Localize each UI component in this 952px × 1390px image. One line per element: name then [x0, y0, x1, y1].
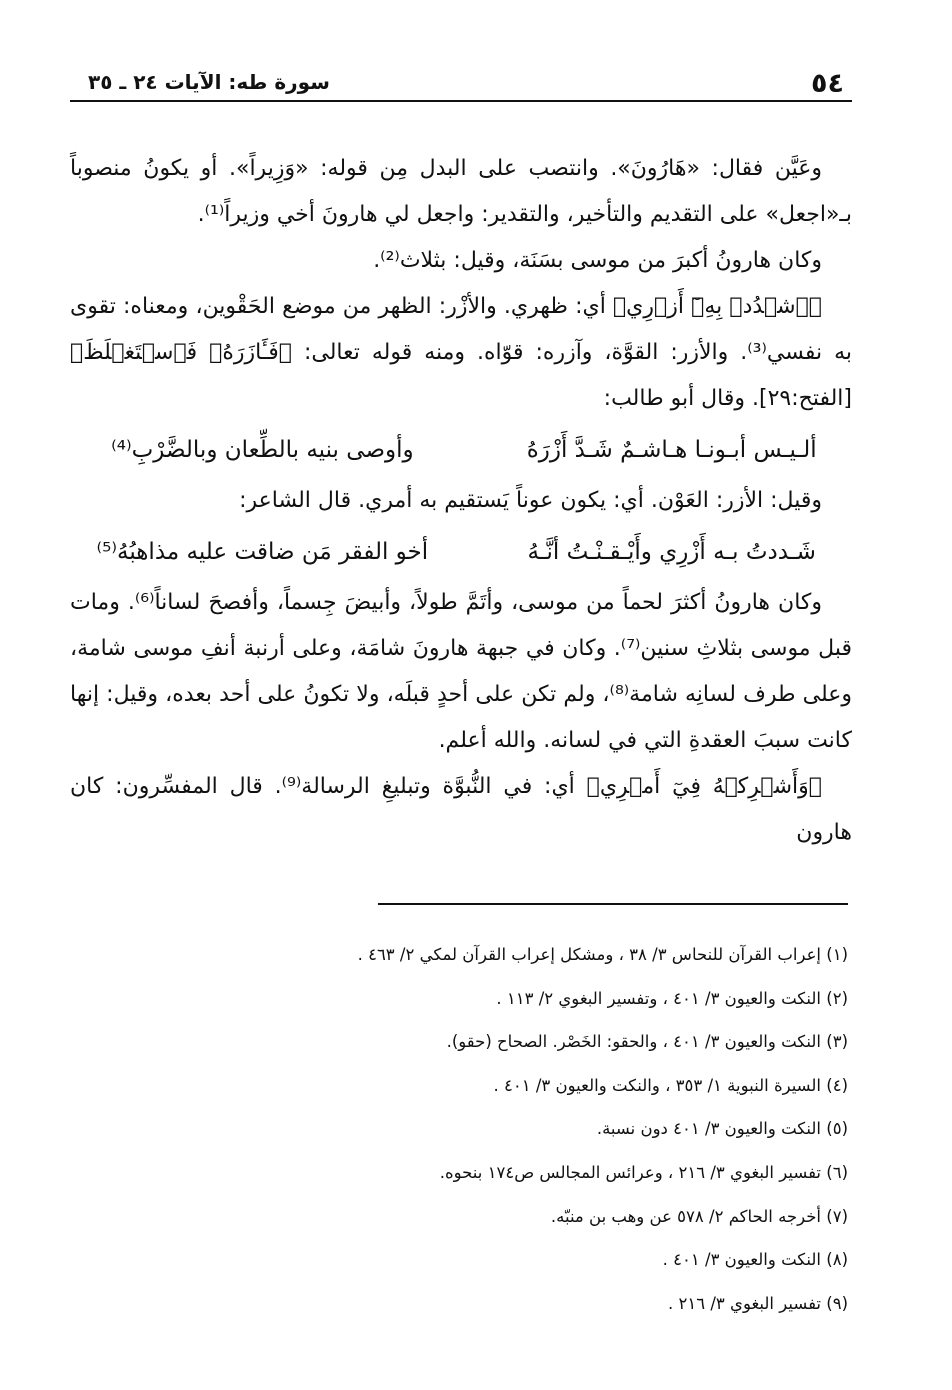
main-text [70, 146, 852, 856]
paragraph: وقيل: الأزر: العَوْن. أي: يكون عوناً يَستقيم به أمري. قال الشاعر: [239, 488, 822, 513]
paragraph: ﴿ٱشۡدُدۡ بِهِۦٓ أَزۡرِي﴾ أي: ظهري. والأزْر: الظهر من موضع الحَقْوين، ومعناه: تقوى به نفسي⁽³⁾. والأزر: القوَّة، وآزره: قوّاه. ومنه قوله تعالى: ﴿فَـَٔازَرَهُۥ فَٱسۡتَغۡلَظَ﴾ [الفتح:٢٩]. وقال أبو طالب: [70, 294, 852, 411]
footnote: (٥) النكت والعيون ٣/ ٤٠١ دون نسبة. [596, 1119, 848, 1139]
footnotes [70, 933, 848, 1325]
footnote: (٢) النكت والعيون ٣/ ٤٠١ ، وتفسير البغوي ٢/ ١١٣ . [496, 988, 848, 1008]
page-number: ٥٤ [811, 68, 844, 99]
verse-first-hemistich: شَـددتُ بـه أَزْرِي وأَيْـقـنْـتُ أنَّـهُ [527, 539, 816, 565]
verse-second-hemistich: أخو الفقر مَن ضاقت عليه مذاهبُهُ⁽⁵⁾ [96, 539, 429, 565]
footnote: (٤) السيرة النبوية ١/ ٣٥٣ ، والنكت والعيون ٣/ ٤٠١ . [493, 1075, 848, 1095]
poetry-verse [70, 422, 852, 478]
paragraph: وكان هارونُ أكثرَ لحماً من موسى، وأتَمَّ طولاً، وأبيضَ جِسماً، وأفصحَ لساناً⁽⁶⁾. ومات قبل موسى بثلاثِ سنين⁽⁷⁾. وكان في جبهة هارونَ شامَة، وعلى أرنبة أنفِ موسى شامة، وعلى طرف لسانِه شامة⁽⁸⁾، ولم تكن على أحدٍ قبلَه، ولا تكونُ على أحد بعده، وقيل: إنها كانت سببَ العقدةِ التي في لسانه. والله أعلم. [70, 590, 852, 753]
paragraph: وعَيَّن فقال: «هَارُونَ». وانتصب على البدل مِن قوله: «وَزِيراً». أو يكونُ منصوباً بـ«اجعل» على التقديم والتأخير، والتقدير: واجعل لي هارونَ أخي وزيراً⁽¹⁾. [70, 156, 852, 227]
verse-second-hemistich: وأوصى بنيه بالطِّعان وبالضَّرْبِ⁽⁴⁾ [111, 437, 414, 463]
footnote: (٣) النكت والعيون ٣/ ٤٠١ ، والحقو: الخَصْر. الصحاح (حقو). [446, 1032, 848, 1052]
page-header [70, 62, 852, 102]
poetry-verse [70, 524, 852, 580]
verse-first-hemistich: ألـيـس أبـونـا هـاشـمٌ شَـدَّ أَزْرَهُ [526, 437, 817, 463]
running-title: سورة طه: الآيات ٢٤ ـ ٣٥ [88, 70, 330, 94]
paragraph: ﴿وَأَشۡرِكۡهُ فِيٓ أَمۡرِي﴾ أي: في النُّبوَّة وتبليغِ الرسالة⁽⁹⁾. قال المفسِّرون: كان هارون [70, 774, 852, 845]
footnote-divider [378, 903, 848, 905]
paragraph: وكان هارونُ أكبرَ من موسى بسَنَة، وقيل: بثلاث⁽²⁾. [373, 248, 822, 273]
footnote: (١) إعراب القرآن للنحاس ٣/ ٣٨ ، ومشكل إعراب القرآن لمكي ٢/ ٤٦٣ . [357, 945, 848, 964]
footnote: (٨) النكت والعيون ٣/ ٤٠١ . [662, 1250, 848, 1270]
footnote: (٩) تفسير البغوي ٣/ ٢١٦ . [668, 1293, 848, 1313]
footnote: (٧) أخرجه الحاكم ٢/ ٥٧٨ عن وهب بن منبّه. [550, 1206, 848, 1226]
footnote: (٦) تفسير البغوي ٣/ ٢١٦ ، وعرائس المجالس ص١٧٤ بنحوه. [439, 1162, 848, 1182]
